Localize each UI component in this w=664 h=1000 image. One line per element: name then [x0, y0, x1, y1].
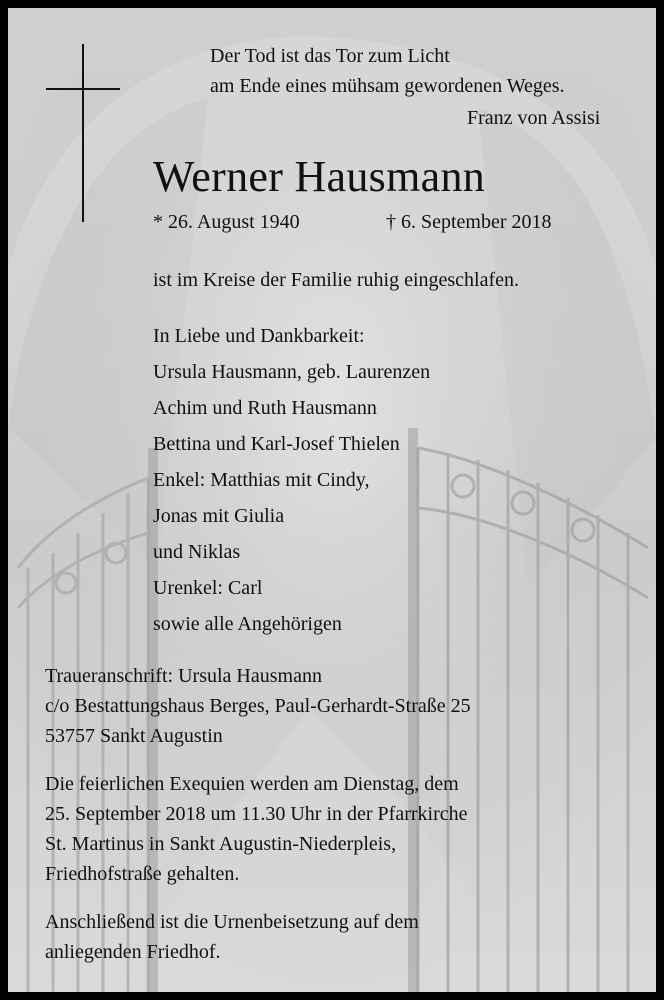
quote-line-2: am Ende eines mühsam gewordenen Weges. — [210, 75, 565, 97]
mourner-line: Ursula Hausmann, geb. Laurenzen — [153, 361, 431, 383]
service-line: 25. September 2018 um 11.30 Uhr in der Pfarrkirche — [45, 803, 468, 825]
address-line: c/o Bestattungshaus Berges, Paul-Gerhardt-Straße 25 — [45, 695, 471, 717]
mourner-line: Achim und Ruth Hausmann — [153, 397, 377, 419]
death-date: † 6. September 2018 — [386, 211, 552, 233]
mourner-line: Urenkel: Carl — [153, 577, 263, 599]
burial-line: anliegenden Friedhof. — [45, 941, 221, 963]
announcement-text: ist im Kreise der Familie ruhig eingeschlafen. — [153, 269, 520, 291]
birth-date: * 26. August 1940 — [153, 211, 300, 233]
mourner-line: Enkel: Matthias mit Cindy, — [153, 469, 370, 491]
cross-icon-vertical — [82, 44, 84, 222]
address-line: Traueranschrift: Ursula Hausmann — [45, 665, 322, 687]
service-line: Die feierlichen Exequien werden am Dienstag, dem — [45, 773, 459, 795]
service-line: Friedhofstraße gehalten. — [45, 863, 240, 885]
quote-line-1: Der Tod ist das Tor zum Licht — [210, 45, 450, 67]
mourner-line: Jonas mit Giulia — [153, 505, 285, 527]
mourner-line: sowie alle Angehörigen — [153, 613, 342, 635]
cross-icon-horizontal — [46, 88, 120, 90]
mourner-line: Bettina und Karl-Josef Thielen — [153, 433, 400, 455]
mourner-line: und Niklas — [153, 541, 241, 563]
quote-author: Franz von Assisi — [467, 107, 601, 129]
deceased-name: Werner Hausmann — [153, 152, 486, 201]
obituary-card — [8, 8, 656, 992]
mourner-line: In Liebe und Dankbarkeit: — [153, 325, 365, 347]
service-line: St. Martinus in Sankt Augustin-Niederpleis, — [45, 833, 397, 855]
burial-line: Anschließend ist die Urnenbeisetzung auf dem — [45, 911, 419, 933]
address-line: 53757 Sankt Augustin — [45, 725, 223, 747]
